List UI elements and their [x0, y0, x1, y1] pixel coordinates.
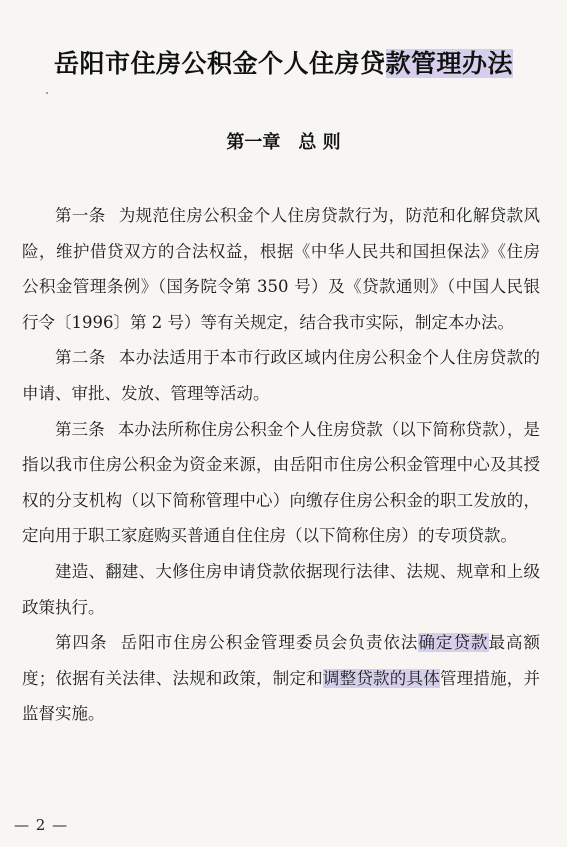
- document-body: [22, 198, 540, 732]
- article-3: [22, 412, 540, 554]
- chapter-label: 第一章: [226, 132, 281, 153]
- title-part-2-highlighted: 款管理办法: [385, 49, 514, 78]
- article-3-text: 本办法所称住房公积金个人住房贷款（以下简称贷款），是指以我市住房公积金为资金来源，由岳阳市住房公积金管理中心及其授权的分支机构（以下简称管理中心）向缴存住房公积金的职工发放的，定向用于职工家庭购买普通自住住房（以下简称住房）的专项贷款。: [22, 419, 541, 546]
- article-4-highlight-2: 调整贷款的具体: [322, 668, 440, 688]
- article-2-text: 本办法适用于本市行政区域内住房公积金个人住房贷款的申请、审批、发放、管理等活动。: [22, 348, 541, 403]
- scan-speck: [46, 92, 48, 94]
- title-part-1: 岳阳市住房公积金个人住房贷: [53, 49, 386, 78]
- article-4-highlight-1: 确定贷款: [418, 633, 489, 653]
- article-4-heading: 第四条: [55, 633, 108, 653]
- article-2-heading: 第二条: [55, 348, 106, 368]
- article-4: [22, 625, 540, 732]
- article-1-text: 为规范住房公积金个人住房贷款行为，防范和化解贷款风险，维护借贷双方的合法权益，根据《中华人民共和国担保法》《住房公积金管理条例》（国务院令第 350 号）及《贷款通则》（中国人民银行令〔1996〕第 2 号）等有关规定，结合我市实际，制定本办法。: [22, 206, 541, 332]
- article-1: [22, 198, 540, 340]
- article-4-text-3: 管理措施，并监督实施。: [22, 668, 541, 724]
- article-3-heading: 第三条: [55, 419, 105, 439]
- chapter-name: 总 则: [298, 132, 341, 153]
- article-4-text-2: 最高额度；依据有关法律、法规和政策，制定和: [22, 633, 541, 688]
- document-title: [0, 44, 567, 80]
- article-4-text-1: 岳阳市住房公积金管理委员会负责依法: [120, 633, 419, 653]
- article-3-paragraph-2-text: 建造、翻建、大修住房申请贷款依据现行法律、法规、规章和上级政策执行。: [22, 561, 540, 617]
- page-number: — 2 —: [14, 816, 69, 834]
- chapter-heading: [0, 128, 567, 154]
- article-3-paragraph-2: [22, 554, 540, 625]
- article-2: [22, 340, 540, 411]
- article-1-heading: 第一条: [55, 206, 106, 225]
